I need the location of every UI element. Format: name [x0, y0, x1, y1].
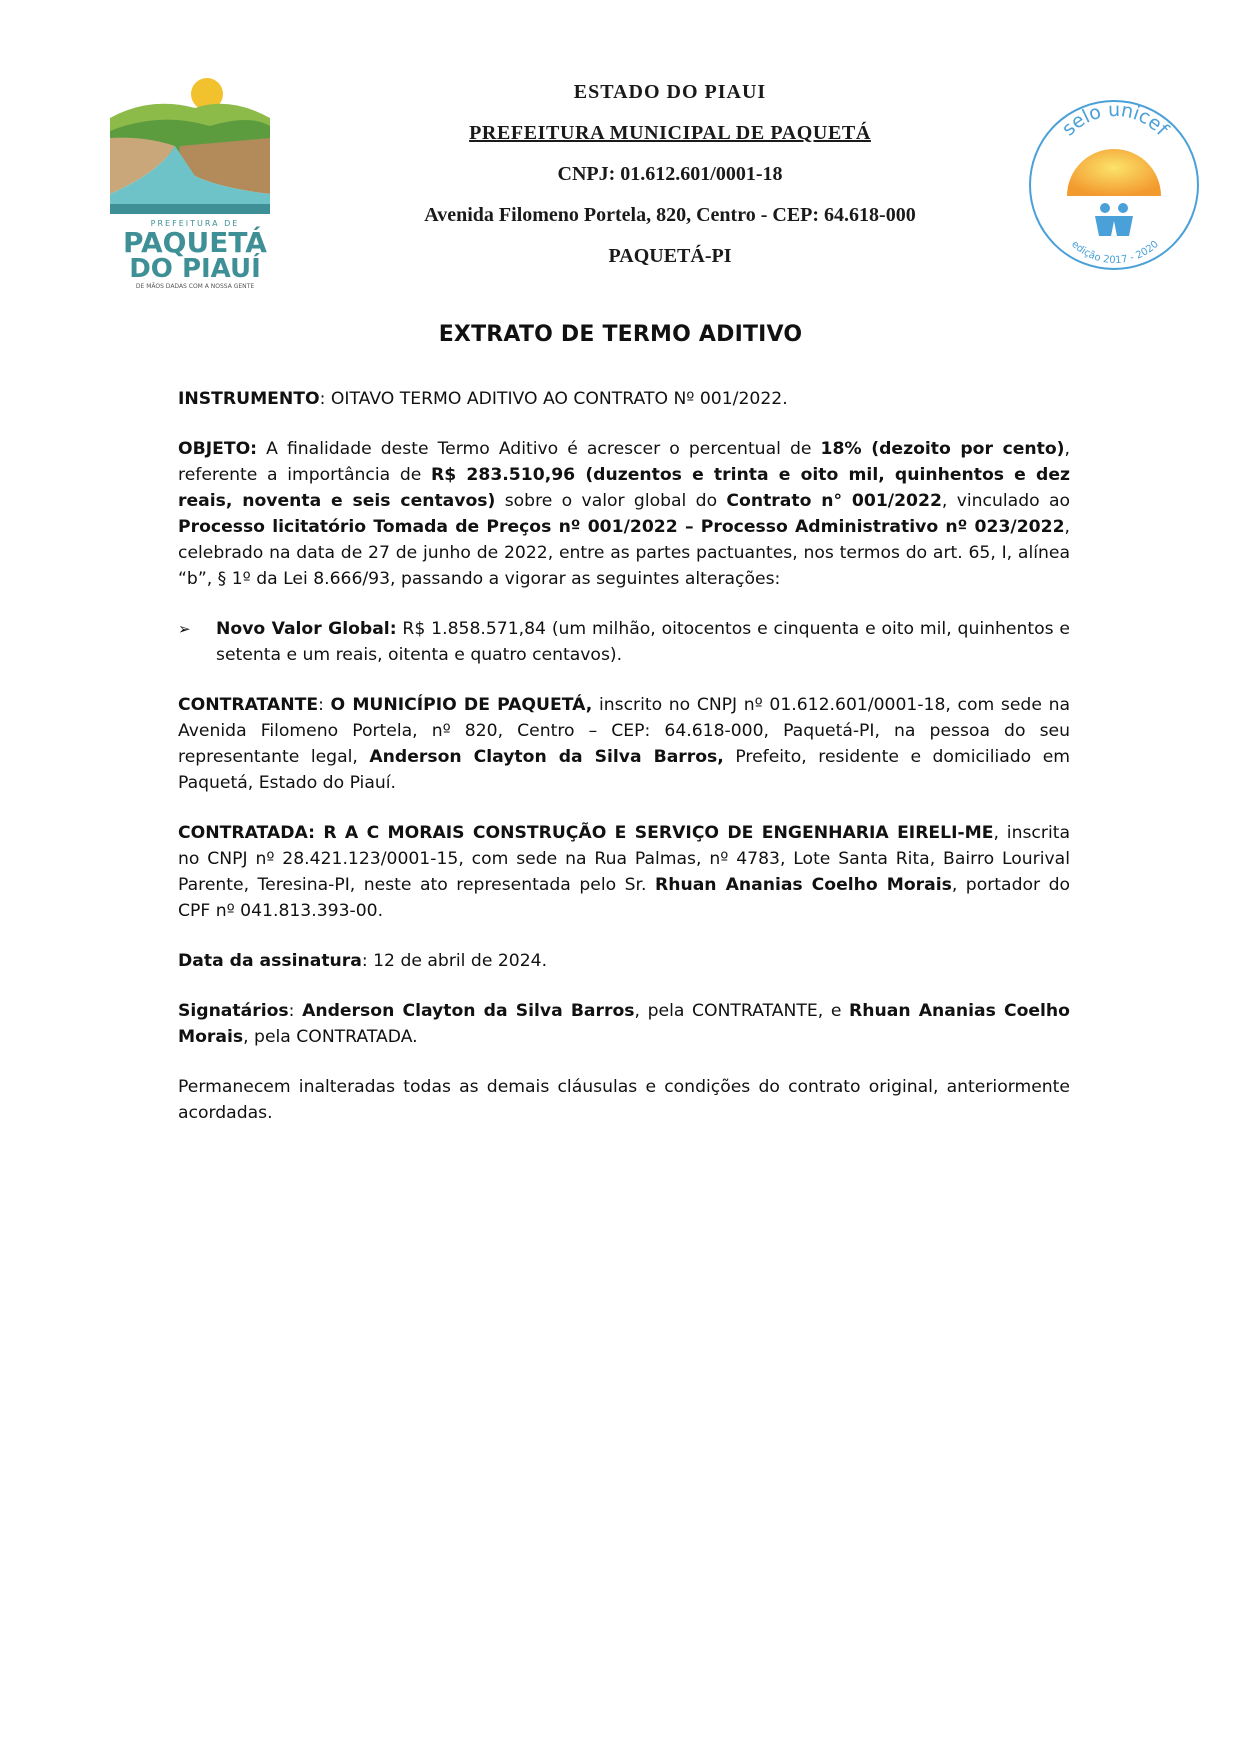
- letterhead: [360, 72, 980, 277]
- objeto-text-4: , vinculado ao: [941, 491, 1071, 511]
- header-state: ESTADO DO PIAUI: [573, 81, 767, 103]
- instrumento-text: : OITAVO TERMO ADITIVO AO CONTRATO Nº 001/2022.: [319, 389, 788, 409]
- contratante-text-1: :: [318, 695, 331, 715]
- data-assinatura-label: Data da assinatura: [178, 951, 362, 971]
- unicef-seal: [1025, 96, 1203, 274]
- paqueta-logo: [100, 76, 290, 291]
- logo-line1: PAQUETÁ: [123, 226, 267, 259]
- header-cnpj: CNPJ: 01.612.601/0001-18: [557, 163, 783, 185]
- objeto-contract: Contrato n° 001/2022: [726, 491, 942, 511]
- closing-paragraph: Permanecem inalteradas todas as demais cláusulas e condições do contrato original, anteriormente acordadas.: [178, 1077, 1070, 1123]
- logo-tagline: DE MÃOS DADAS COM A NOSSA GENTE: [135, 283, 255, 290]
- contratada-text-1: , inscrita no CNPJ nº 28.421.123/0001-15, com sede na Rua Palmas, nº 4783, Lote Santa Rita, Bairro Lourival Parente, Teresina-PI, neste ato representada pelo Sr.: [178, 823, 1070, 895]
- signatario-contratada: Rhuan Ananias Coelho Morais: [178, 1001, 1070, 1047]
- unicef-brand: selo unicef: [1057, 98, 1173, 141]
- signatarios-label: Signatários: [178, 1001, 289, 1021]
- contratante-name: O MUNICÍPIO DE PAQUETÁ,: [330, 695, 593, 715]
- contratante-representative: Anderson Clayton da Silva Barros,: [369, 747, 724, 767]
- instrumento-paragraph: [178, 386, 1070, 412]
- objeto-amount: R$ 283.510,96 (duzentos e trinta e oito mil, quinhentos e dez reais, noventa e seis centavos): [178, 465, 1070, 511]
- data-assinatura-paragraph: [178, 948, 1070, 974]
- logo-top-text: PREFEITURA DE: [150, 219, 240, 228]
- signatario-contratante: Anderson Clayton da Silva Barros: [302, 1001, 635, 1021]
- document-title: EXTRATO DE TERMO ADITIVO: [438, 322, 803, 347]
- unicef-edition: edição 2017 - 2020: [1069, 238, 1161, 267]
- novo-valor-label: Novo Valor Global:: [216, 619, 397, 639]
- objeto-percent: 18% (dezoito por cento): [820, 439, 1065, 459]
- signatarios-text-3: , pela CONTRATADA.: [243, 1027, 418, 1047]
- contratada-text-2: , portador do CPF nº 041.813.393-00.: [178, 875, 1070, 921]
- header-address: Avenida Filomeno Portela, 820, Centro - CEP: 64.618-000: [424, 204, 916, 226]
- novo-valor-item: [178, 616, 1070, 668]
- contratante-label: CONTRATANTE: [178, 695, 319, 715]
- contratante-paragraph: [178, 692, 1070, 796]
- signatarios-text-2: , pela CONTRATANTE, e: [634, 1001, 850, 1021]
- signatarios-paragraph: [178, 998, 1070, 1050]
- objeto-text-2: , referente a importância de: [178, 439, 1070, 485]
- instrumento-label: INSTRUMENTO: [178, 389, 320, 409]
- data-assinatura-text: : 12 de abril de 2024.: [361, 951, 548, 971]
- objeto-text-5: , celebrado na data de 27 de junho de 2022, entre as partes pactuantes, nos termos do art. 65, I, alínea “b”, § 1º da Lei 8.666/93, passando a vigorar as seguintes alterações:: [178, 517, 1070, 589]
- contratante-text-3: Prefeito, residente e domiciliado em Paquetá, Estado do Piauí.: [178, 747, 1071, 793]
- header-prefeitura: PREFEITURA MUNICIPAL DE PAQUETÁ: [469, 122, 871, 144]
- arrow-bullet-icon: ➢: [178, 620, 191, 638]
- contratada-label: CONTRATADA: R A C MORAIS CONSTRUÇÃO E SERVIÇO DE ENGENHARIA EIRELI-ME: [178, 823, 994, 843]
- contratada-paragraph: [178, 820, 1070, 924]
- objeto-label: OBJETO:: [178, 439, 258, 459]
- contratante-text-2: inscrito no CNPJ nº 01.612.601/0001-18, com sede na Avenida Filomeno Portela, nº 820, Centro – CEP: 64.618-000, Paquetá-PI, na pessoa do seu representante legal,: [178, 695, 1070, 767]
- objeto-text-1: A finalidade deste Termo Aditivo é acrescer o percentual de: [257, 439, 821, 459]
- objeto-paragraph: [178, 436, 1070, 592]
- contratada-representative: Rhuan Ananias Coelho Morais: [655, 875, 952, 895]
- signatarios-text-1: :: [288, 1001, 303, 1021]
- novo-valor-text: R$ 1.858.571,84 (um milhão, oitocentos e cinquenta e oito mil, quinhentos e setenta e um reais, oitenta e quatro centavos).: [216, 619, 1071, 665]
- document-body: [178, 386, 1070, 1150]
- logo-line2: DO PIAUÍ: [129, 254, 261, 284]
- objeto-text-3: sobre o valor global do: [495, 491, 727, 511]
- header-city: PAQUETÁ-PI: [608, 245, 732, 267]
- objeto-process: Processo licitatório Tomada de Preços nº 001/2022 – Processo Administrativo nº 023/2022: [178, 517, 1065, 537]
